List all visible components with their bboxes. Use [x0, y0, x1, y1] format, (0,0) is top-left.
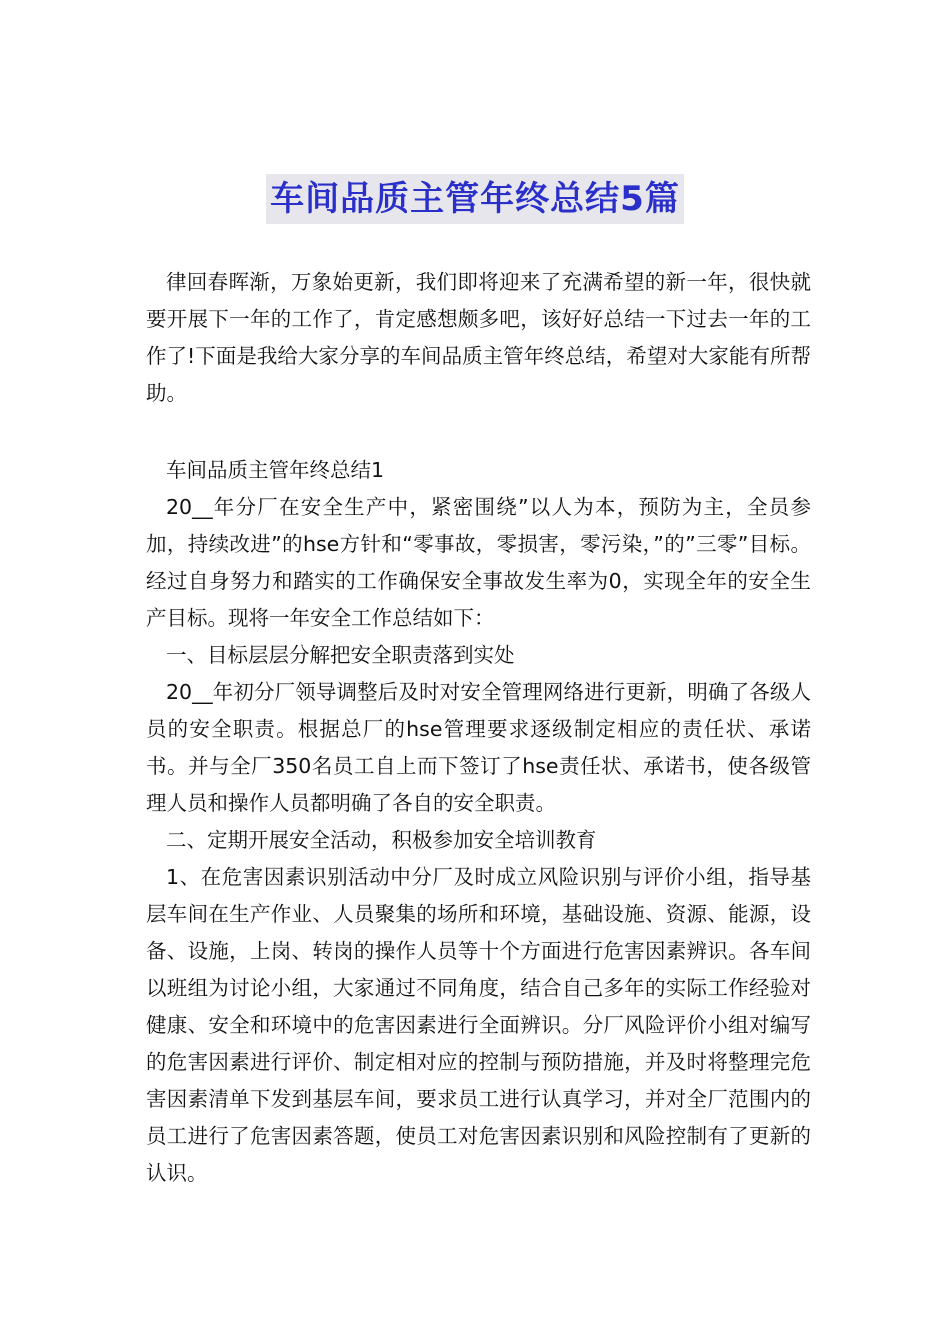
subsection-heading: 二、定期开展安全活动，积极参加安全培训教育 — [166, 828, 597, 852]
body-paragraph: 20__年分厂在安全生产中，紧密围绕”以人为本，预防为主，全员参加，持续改进”的hse方针和“零事故，零损害，零污染，”的”三零”目标。经过自身努力和踏实的工作确保安全事故发生率为0，实现全年的安全生产目标。现将一年安全工作总结如下： — [146, 495, 811, 630]
document-body — [146, 264, 811, 1192]
body-paragraph: 20__年初分厂领导调整后及时对安全管理网络进行更新，明确了各级人员的安全职责。根据总厂的hse管理要求逐级制定相应的责任状、承诺书。并与全厂350名员工自上而下签订了hse责任状、承诺书，使各级管理人员和操作人员都明确了各自的安全职责。 — [146, 680, 811, 815]
document-title: 车间品质主管年终总结5篇 — [266, 174, 684, 224]
intro-paragraph: 律回春晖渐，万象始更新，我们即将迎来了充满希望的新一年，很快就要开展下一年的工作了，肯定感想颇多吧，该好好总结一下过去一年的工作了!下面是我给大家分享的车间品质主管年终总结，希望对大家能有所帮助。 — [146, 270, 811, 405]
subsection-heading: 一、目标层层分解把安全职责落到实处 — [166, 643, 515, 667]
body-paragraph: 1、在危害因素识别活动中分厂及时成立风险识别与评价小组，指导基层车间在生产作业、人员聚集的场所和环境，基础设施、资源、能源，设备、设施，上岗、转岗的操作人员等十个方面进行危害因素辨识。各车间以班组为讨论小组，大家通过不同角度，结合自己多年的实际工作经验对健康、安全和环境中的危害因素进行全面辨识。分厂风险评价小组对编写的危害因素进行评价、制定相对应的控制与预防措施，并及时将整理完危害因素清单下发到基层车间，要求员工进行认真学习，并对全厂范围内的员工进行了危害因素答题，使员工对危害因素识别和风险控制有了更新的认识。 — [146, 865, 811, 1185]
section-heading: 车间品质主管年终总结1 — [166, 458, 385, 482]
title-container — [0, 174, 950, 224]
